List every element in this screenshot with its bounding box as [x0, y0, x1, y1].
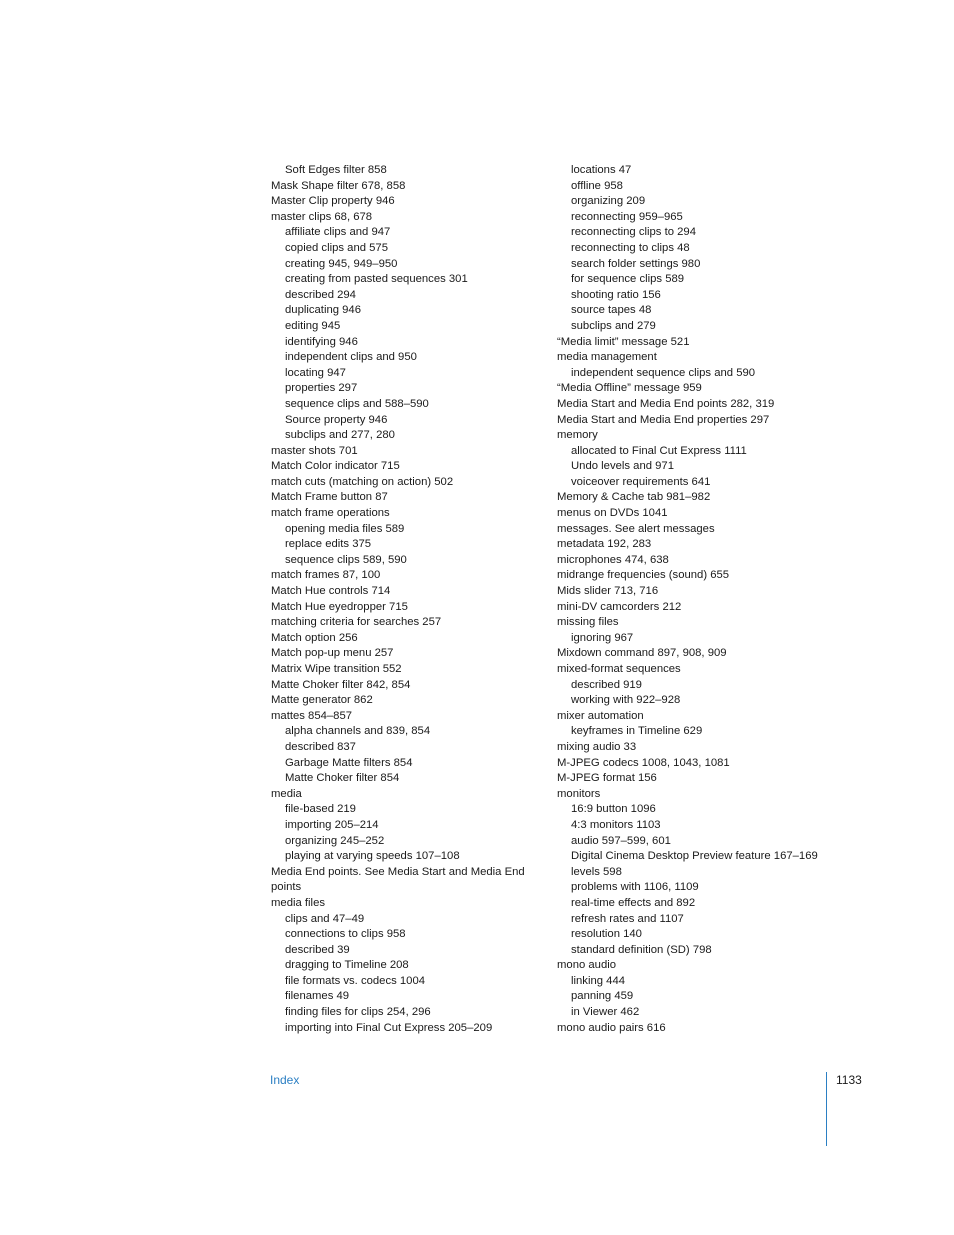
index-entry: matching criteria for searches 257	[271, 616, 442, 629]
index-subentry: Digital Cinema Desktop Preview feature 167–169	[571, 850, 818, 863]
index-entry: Master Clip property 946	[271, 195, 395, 208]
index-entry: “Media limit” message 521	[557, 335, 690, 348]
index-subentry: identifying 946	[285, 335, 358, 348]
index-entry: Match Color indicator 715	[271, 460, 400, 473]
index-subentry: importing into Final Cut Express 205–209	[285, 1021, 493, 1034]
index-subentry: organizing 245–252	[285, 834, 385, 847]
index-entry: mini-DV camcorders 212	[557, 600, 682, 613]
index-entry: messages. See alert messages	[557, 522, 715, 535]
index-subentry: editing 945	[285, 319, 341, 332]
index-subentry: affiliate clips and 947	[285, 226, 391, 239]
index-subentry: filenames 49	[285, 990, 350, 1003]
index-entry: mixer automation	[557, 709, 644, 722]
index-entry: Media Start and Media End points 282, 319	[557, 397, 775, 410]
index-subentry: 4:3 monitors 1103	[571, 818, 661, 831]
index-column-left	[271, 163, 541, 1036]
index-subentry: problems with 1106, 1109	[571, 881, 699, 894]
index-subentry: Source property 946	[285, 413, 388, 426]
index-entry: microphones 474, 638	[557, 553, 669, 566]
index-entry: midrange frequencies (sound) 655	[557, 569, 730, 582]
index-entry: mixing audio 33	[557, 740, 637, 753]
index-subentry: 16:9 button 1096	[571, 803, 656, 816]
index-subentry: connections to clips 958	[285, 928, 406, 941]
index-subentry: locations 47	[571, 164, 632, 176]
index-entry: match cuts (matching on action) 502	[271, 475, 454, 488]
index-subentry: offline 958	[571, 179, 623, 192]
index-subentry: copied clips and 575	[285, 241, 389, 254]
index-subentry: linking 444	[571, 974, 626, 987]
index-subentry: Soft Edges filter 858	[285, 164, 387, 176]
index-subentry: in Viewer 462	[571, 1006, 640, 1019]
index-subentry: duplicating 946	[285, 304, 362, 317]
index-entry: Matte Choker filter 842, 854	[271, 678, 411, 691]
index-subentry: described 919	[571, 678, 642, 691]
index-entry: menus on DVDs 1041	[557, 507, 668, 520]
index-subentry: independent sequence clips and 590	[571, 366, 756, 379]
index-subentry: levels 598	[571, 865, 622, 878]
index-entry: metadata 192, 283	[557, 538, 652, 551]
index-subentry: keyframes in Timeline 629	[571, 725, 703, 738]
index-subentry: described 837	[285, 740, 356, 753]
index-entry: “Media Offline” message 959	[557, 382, 702, 395]
index-subentry: Undo levels and 971	[571, 460, 675, 473]
index-subentry: working with 922–928	[571, 694, 681, 707]
page-number: 1133	[836, 1073, 862, 1087]
index-subentry: creating 945, 949–950	[285, 257, 398, 270]
page-rule	[826, 1072, 827, 1146]
index-entry: mattes 854–857	[271, 709, 353, 722]
index-subentry: ignoring 967	[571, 631, 634, 644]
index-subentry: search folder settings 980	[571, 257, 701, 270]
index-subentry: described 294	[285, 288, 356, 301]
index-subentry: reconnecting 959–965	[571, 210, 683, 223]
index-column-right	[557, 163, 847, 1036]
index-entry: media management	[557, 351, 657, 364]
index-entry: Match Hue controls 714	[271, 585, 391, 598]
index-subentry: playing at varying speeds 107–108	[285, 850, 460, 863]
index-entry: Mask Shape filter 678, 858	[271, 179, 406, 192]
section-label: Index	[270, 1073, 300, 1087]
index-subentry: file formats vs. codecs 1004	[285, 974, 426, 987]
index-entry: master clips 68, 678	[271, 210, 373, 223]
index-subentry: clips and 47–49	[285, 912, 365, 925]
index-entry: Matte generator 862	[271, 694, 373, 707]
index-subentry: file-based 219	[285, 803, 356, 816]
index-subentry: reconnecting to clips 48	[571, 241, 690, 254]
index-entry: memory	[557, 429, 598, 442]
index-subentry: properties 297	[285, 382, 358, 395]
index-entry: Mixdown command 897, 908, 909	[557, 647, 727, 660]
index-subentry: finding files for clips 254, 296	[285, 1006, 431, 1019]
index-subentry: panning 459	[571, 990, 634, 1003]
index-subentry: opening media files 589	[285, 522, 405, 535]
index-entry: Match option 256	[271, 631, 358, 644]
index-entry: match frame operations	[271, 507, 390, 520]
index-subentry: real-time effects and 892	[571, 896, 696, 909]
index-entry: media	[271, 787, 302, 800]
index-entry: M-JPEG format 156	[557, 772, 657, 785]
index-entry: Match Hue eyedropper 715	[271, 600, 408, 613]
index-subentry: subclips and 279	[571, 319, 656, 332]
index-entry: Memory & Cache tab 981–982	[557, 491, 711, 504]
index-entry: M-JPEG codecs 1008, 1043, 1081	[557, 756, 730, 769]
index-entry: Media End points. See Media Start and Media End points	[271, 865, 525, 894]
index-subentry: shooting ratio 156	[571, 288, 661, 301]
index-subentry: independent clips and 950	[285, 351, 417, 364]
index-entry: Media Start and Media End properties 297	[557, 413, 770, 426]
index-entry: missing files	[557, 616, 619, 629]
index-subentry: sequence clips 589, 590	[285, 553, 407, 566]
index-subentry: dragging to Timeline 208	[285, 959, 409, 972]
index-subentry: locating 947	[285, 366, 346, 379]
index-subentry: Matte Choker filter 854	[285, 772, 400, 785]
index-entry: match frames 87, 100	[271, 569, 381, 582]
index-entry: media files	[271, 896, 325, 909]
index-subentry: replace edits 375	[285, 538, 372, 551]
index-subentry: creating from pasted sequences 301	[285, 273, 468, 286]
index-subentry: reconnecting clips to 294	[571, 226, 696, 239]
index-entry: Mids slider 713, 716	[557, 585, 659, 598]
index-subentry: source tapes 48	[571, 304, 652, 317]
index-subentry: refresh rates and 1107	[571, 912, 684, 925]
index-subentry: voiceover requirements 641	[571, 475, 711, 488]
index-subentry: subclips and 277, 280	[285, 429, 395, 442]
index-subentry: alpha channels and 839, 854	[285, 725, 431, 738]
index-subentry: resolution 140	[571, 928, 642, 941]
index-subentry: Garbage Matte filters 854	[285, 756, 413, 769]
index-subentry: organizing 209	[571, 195, 646, 208]
index-entry: Matrix Wipe transition 552	[271, 663, 402, 675]
index-entry: master shots 701	[271, 444, 358, 457]
index-subentry: standard definition (SD) 798	[571, 943, 712, 956]
index-subentry: allocated to Final Cut Express 1111	[571, 444, 747, 457]
index-subentry: importing 205–214	[285, 818, 379, 831]
index-subentry: for sequence clips 589	[571, 273, 685, 286]
index-entry: mono audio pairs 616	[557, 1021, 666, 1034]
index-subentry: sequence clips and 588–590	[285, 397, 429, 410]
index-subentry: described 39	[285, 943, 350, 956]
index-entry: Match Frame button 87	[271, 491, 388, 504]
index-subentry: audio 597–599, 601	[571, 834, 671, 847]
index-entry: mixed-format sequences	[557, 663, 681, 675]
index-entry: Match pop-up menu 257	[271, 647, 394, 660]
index-entry: mono audio	[557, 959, 617, 972]
index-entry: monitors	[557, 787, 601, 800]
